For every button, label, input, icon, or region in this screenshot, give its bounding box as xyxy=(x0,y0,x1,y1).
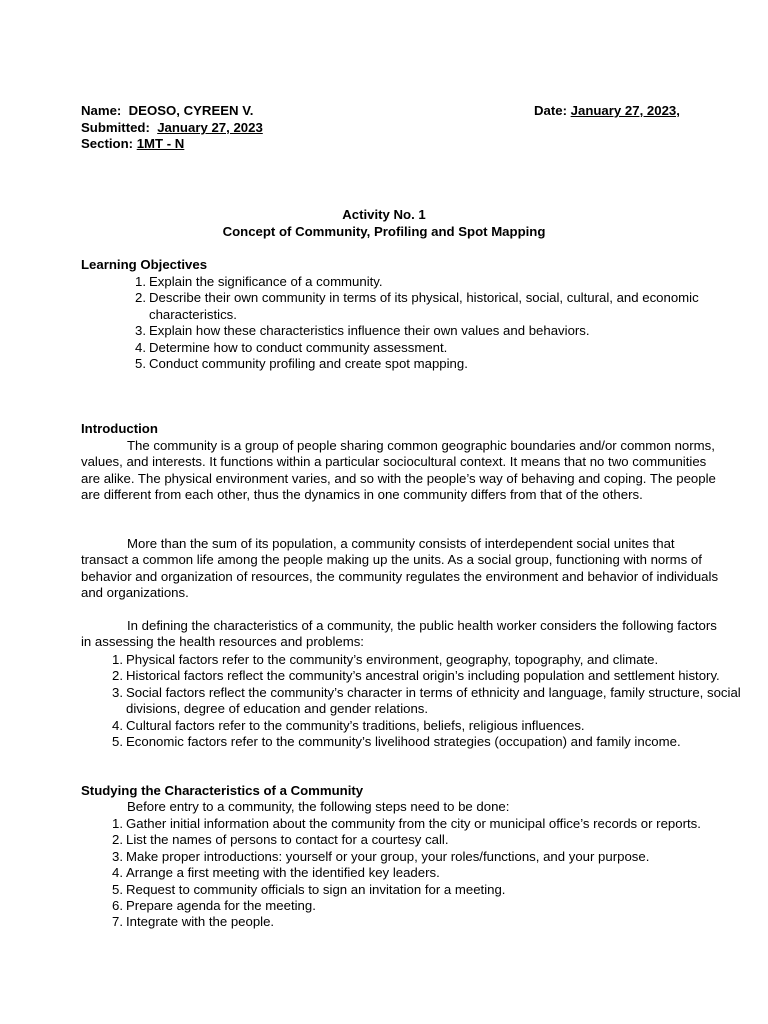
list-item: 2. Describe their own community in terms of its physical, historical, social, cultural, and economic characteristics. xyxy=(135,290,699,322)
list-item: 6. Prepare agenda for the meeting. xyxy=(112,898,316,914)
list-item: 4. Cultural factors refer to the community’s traditions, beliefs, religious influences. xyxy=(112,717,585,733)
submitted-line xyxy=(81,120,263,136)
intro-paragraph-1: The community is a group of people sharing common geographic boundaries and/or common norms, values, and interests. It functions within a particular sociocultural context. It means that no two communities are alike. The physical environment varies, and so with the people’s way of behaving and coping. The people are different from each other, thus the dynamics in one community differs from that of the others. xyxy=(81,438,716,503)
steps-list xyxy=(112,816,741,931)
list-item: 3. Explain how these characteristics influence their own values and behaviors. xyxy=(135,323,590,339)
list-item: 1. Explain the significance of a community. xyxy=(135,274,383,289)
concept-title: Concept of Community, Profiling and Spot Mapping xyxy=(222,224,546,239)
intro-paragraph-3: In defining the characteristics of a community, the public health worker considers the following factors in assessing the health resources and problems: xyxy=(81,618,717,650)
objectives-heading: Learning Objectives xyxy=(81,257,208,272)
intro-paragraph-2: More than the sum of its population, a community consists of interdependent social unites that transact a common life among the people making up the units. As a social group, functioning with norms of behavior and organization of resources, the community regulates the environment and behavior of individuals and organizations. xyxy=(81,536,719,601)
list-item: 4. Determine how to conduct community assessment. xyxy=(135,339,448,355)
activity-title: Activity No. 1 xyxy=(342,207,426,222)
section-value: 1MT - N xyxy=(136,136,185,151)
list-item: 4. Arrange a first meeting with the identified key leaders. xyxy=(112,865,440,881)
section-label: Section: xyxy=(81,136,134,151)
list-item: 2. Historical factors reflect the community’s ancestral origin’s including population and settlement history. xyxy=(112,668,720,684)
name-line xyxy=(81,103,253,119)
list-item: 5. Request to community officials to sign an invitation for a meeting. xyxy=(112,881,506,897)
section-line xyxy=(81,136,184,152)
list-item: 3. Social factors reflect the community’s character in terms of ethnicity and language, family structure, social divisions, degree of education and gender relations. xyxy=(112,684,741,717)
submitted-value: January 27, 2023 xyxy=(157,120,263,135)
studying-heading: Studying the Characteristics of a Community xyxy=(81,783,364,798)
factors-list xyxy=(112,652,741,750)
list-item: 3. Make proper introductions: yourself or your group, your roles/functions, and your purpose. xyxy=(112,848,650,864)
studying-intro: Before entry to a community, the following steps need to be done: xyxy=(127,799,510,814)
introduction-heading: Introduction xyxy=(81,421,158,436)
list-item: 5. Economic factors refer to the community’s livelihood strategies (occupation) and family income. xyxy=(112,734,681,750)
list-item: 7. Integrate with the people. xyxy=(112,914,275,930)
name-label: Name: xyxy=(81,103,122,118)
list-item: 2. List the names of persons to contact for a courtesy call. xyxy=(112,832,449,848)
date-line xyxy=(534,103,680,119)
name-value: DEOSO, CYREEN V. xyxy=(128,103,254,118)
list-item: 5. Conduct community profiling and create spot mapping. xyxy=(135,356,468,372)
objectives-list xyxy=(135,274,739,372)
list-item: 1. Gather initial information about the community from the city or municipal office’s records or reports. xyxy=(112,816,701,831)
date-label: Date: xyxy=(534,103,567,118)
submitted-label: Submitted: xyxy=(81,120,150,135)
list-item: 1. Physical factors refer to the community’s environment, geography, topography, and climate. xyxy=(112,652,659,667)
date-value: January 27, 2023, xyxy=(570,103,680,118)
